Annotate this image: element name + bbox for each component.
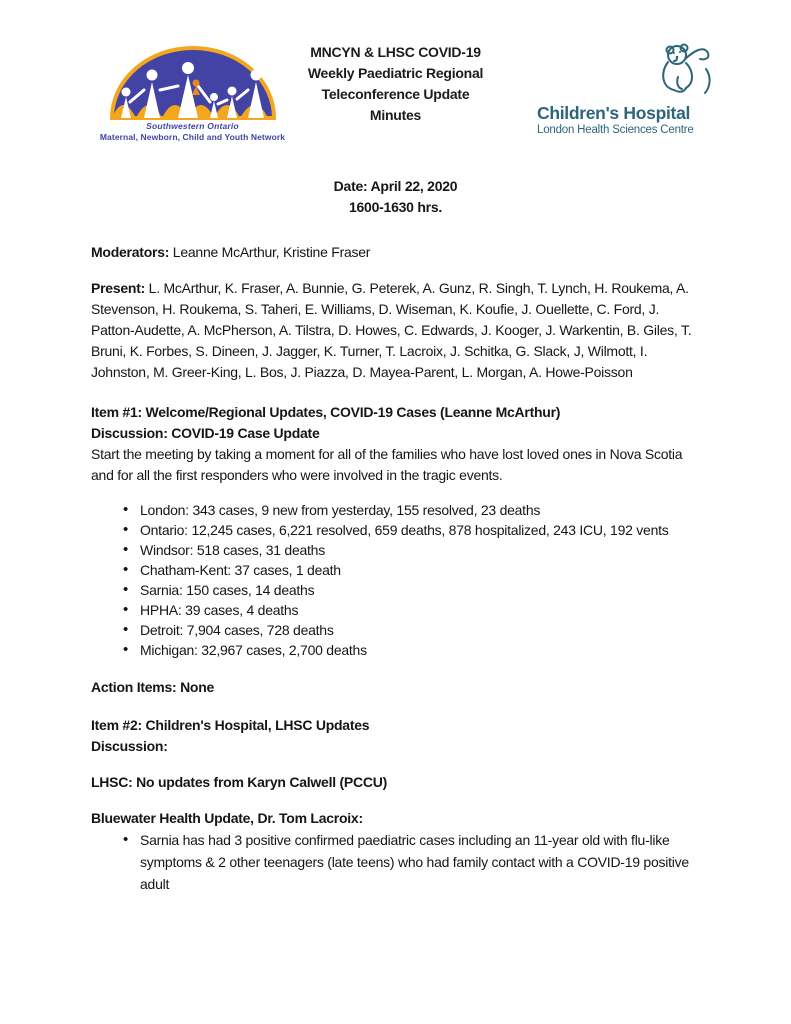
moderators-label: Moderators: xyxy=(91,244,170,260)
case-hpha: HPHA: 39 cases, 4 deaths xyxy=(140,602,299,618)
bluewater-sarnia-update: Sarnia has had 3 positive confirmed paediatric cases including an 11-year old with flu-like symptoms & 2 other teenagers (late teens) who had family contact with a COVID-19 positive adult xyxy=(140,832,689,892)
case-list-item xyxy=(140,540,706,560)
case-chatham-kent: Chatham-Kent: 37 cases, 1 death xyxy=(140,562,341,578)
item1-intro: Start the meeting by taking a moment for all of the families who have lost loved ones in Nova Scotia and for all the first responders who were involved in the tragic events. xyxy=(91,446,683,483)
action-items-line: Action Items: None xyxy=(91,679,215,695)
present-label: Present: xyxy=(91,280,146,296)
title-line-3: Teleconference Update xyxy=(321,86,470,102)
bluewater-list xyxy=(91,829,706,895)
item1-heading: Item #1: Welcome/Regional Updates, COVID-19 Cases (Leanne McArthur) xyxy=(91,404,561,420)
title-line-4: Minutes xyxy=(369,107,422,123)
case-sarnia: Sarnia: 150 cases, 14 deaths xyxy=(140,582,315,598)
covid-case-list xyxy=(91,500,706,660)
title-line-1: MNCYN & LHSC COVID-19 xyxy=(310,44,481,60)
teddy-bear-icon xyxy=(654,43,714,101)
document-header xyxy=(0,0,791,150)
moderators-row xyxy=(91,242,706,263)
childrens-hospital-logo xyxy=(537,53,712,137)
present-row xyxy=(91,278,706,383)
mncyn-caption-network: Maternal, Newborn, Child and Youth Network xyxy=(99,132,286,142)
date-line: Date: April 22, 2020 xyxy=(333,178,458,194)
present-value: L. McArthur, K. Fraser, A. Bunnie, G. Peterek, A. Gunz, R. Singh, T. Lynch, H. Roukema, A. Stevenson, H. Roukema, S. Taheri, E. Williams, D. Wiseman, K. Koufie, J. Ouellette, C. Ford, J. Patton-Audette, A. McPherson, A. Tilstra, D. Howes, C. Edwards, J. Kooger, J. Warkentin, B. Giles, T. Bruni, K. Forbes, S. Dineen, J. Jagger, K. Turner, T. Lacroix, J. Schitka, G. Slack, J, Wilmott, I. Johnston, M. Greer-King, L. Bos, J. Piazza, D. Mayea-Parent, L. Morgan, A. Howe-Poisson xyxy=(91,280,692,380)
item2-section xyxy=(91,715,706,757)
bluewater-list-item xyxy=(140,829,706,895)
item1-discussion-heading: Discussion: COVID-19 Case Update xyxy=(91,425,320,441)
item2-discussion-heading: Discussion: xyxy=(91,738,168,754)
case-list-item xyxy=(140,620,706,640)
case-ontario: Ontario: 12,245 cases, 6,221 resolved, 659 deaths, 878 hospitalized, 243 ICU, 192 vents xyxy=(140,522,669,538)
case-windsor: Windsor: 518 cases, 31 deaths xyxy=(140,542,325,558)
moderators-value: Leanne McArthur, Kristine Fraser xyxy=(172,244,371,260)
lhsc-update-line: LHSC: No updates from Karyn Calwell (PCCU) xyxy=(91,774,387,790)
case-list-item xyxy=(140,500,706,520)
case-list-item xyxy=(140,580,706,600)
childrens-hospital-name: Children's Hospital xyxy=(537,103,691,123)
case-list-item xyxy=(140,560,706,580)
case-list-item xyxy=(140,520,706,540)
mncyn-caption-region: Southwestern Ontario xyxy=(146,121,239,131)
case-list-item xyxy=(140,640,706,660)
bluewater-section xyxy=(91,808,706,895)
title-line-2: Weekly Paediatric Regional xyxy=(307,65,484,81)
date-block xyxy=(0,176,791,218)
document-body xyxy=(0,242,791,895)
childrens-hospital-subtitle: London Health Sciences Centre xyxy=(537,124,694,136)
item2-heading: Item #2: Children's Hospital, LHSC Updates xyxy=(91,717,370,733)
case-london: London: 343 cases, 9 new from yesterday, 155 resolved, 23 deaths xyxy=(140,502,541,518)
bluewater-heading: Bluewater Health Update, Dr. Tom Lacroix: xyxy=(91,810,363,826)
time-line: 1600-1630 hrs. xyxy=(348,199,443,215)
case-detroit: Detroit: 7,904 cases, 728 deaths xyxy=(140,622,334,638)
case-michigan: Michigan: 32,967 cases, 2,700 deaths xyxy=(140,642,367,658)
case-list-item xyxy=(140,600,706,620)
item1-section xyxy=(91,402,706,660)
